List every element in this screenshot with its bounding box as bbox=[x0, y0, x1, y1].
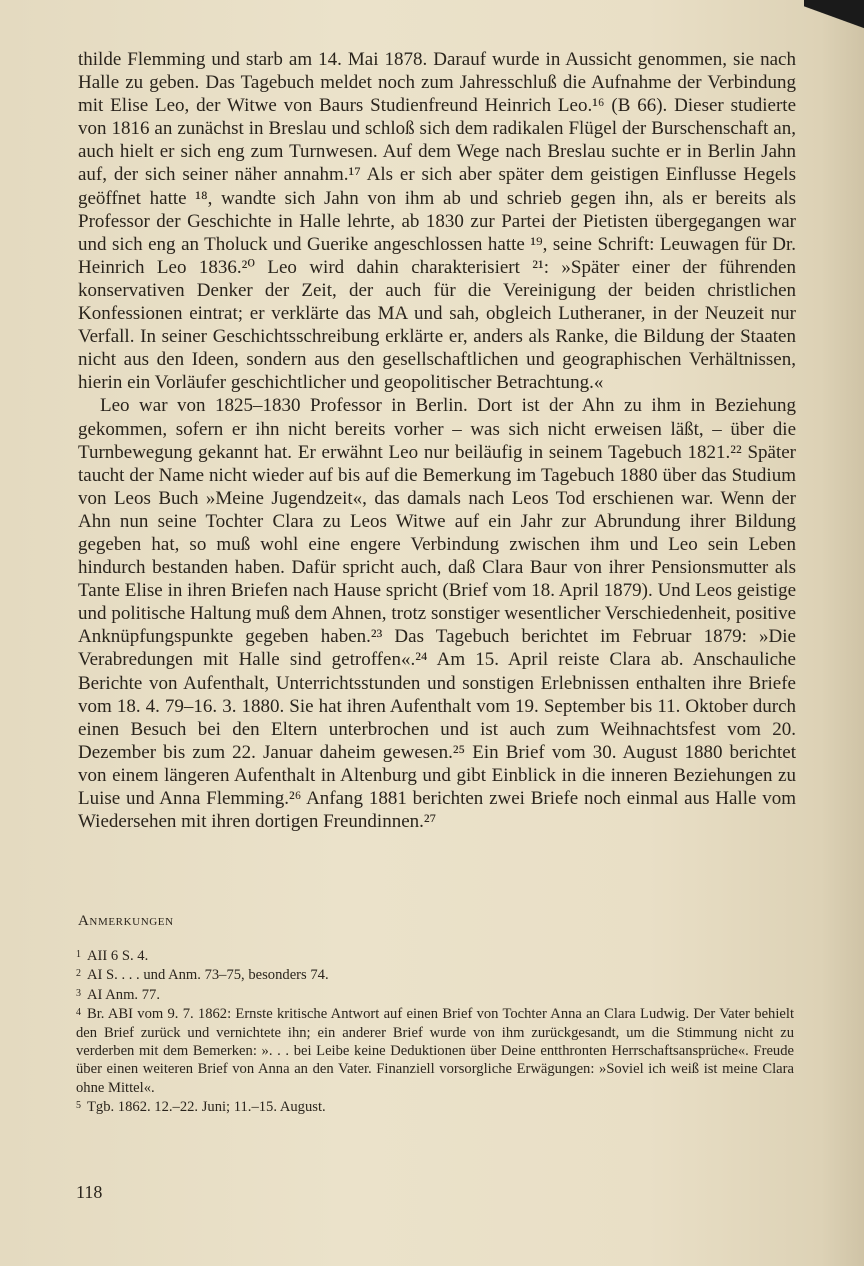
footnote-text: Br. ABI vom 9. 7. 1862: Ernste kritische Antwort auf einen Brief von Tochter Anna an Clara Ludwig. Der Vater behielt den Brief zurück und vernichtete ihn; ein anderer Brief wurde von ihm zurückgesandt, um die Stimmung nicht zu verderben mit dem Bemerken: ». . . bei Leibe keine Deduktionen über Deine entthronten Herrschaftsansprüche«. Freude über einen weiteren Brief von Anna an den Vater. Finanziell vorsorgliche Erwägungen: »Soviel ich weiß ist meine Clara ohne Mittel«. bbox=[76, 1006, 794, 1096]
footnote-text: AII 6 S. 4. bbox=[87, 948, 149, 964]
footnote bbox=[76, 946, 794, 965]
footnote-number: 2 bbox=[76, 968, 81, 980]
footnotes bbox=[76, 946, 794, 1117]
footnote bbox=[76, 1097, 794, 1116]
notes-heading: Anmerkungen bbox=[78, 913, 174, 929]
paragraph-2: Leo war von 1825–1830 Professor in Berlin. Dort ist der Ahn zu ihm in Beziehung gekommen, sofern er ihn nicht bereits vorher – was sich nicht erweisen läßt, – über die Turnbewegung gekannt hat. Er erwähnt Leo nur beiläufig in seinem Tagebuch 1821.²² Später taucht der Name nicht wieder auf bis auf die Bemerkung im Tagebuch 1880 über das Studium von Leos Buch »Meine Jugendzeit«, das damals nach Leos Tod erschienen war. Wenn der Ahn nun seine Tochter Clara zu Leos Witwe auf ein Jahr zur Abrundung ihrer Bildung gegeben hat, so muß wohl eine engere Verbindung zwischen ihm und Leo sein Leben hindurch bestanden haben. Dafür spricht auch, daß Clara Baur von ihrer Pensionsmutter als Tante Elise in ihren Briefen nach Hause spricht (Brief vom 18. April 1879). Und Leos geistige und politische Haltung muß dem Ahnen, trotz sonstiger wesentlicher Verschiedenheit, positive Anknüpfungspunkte gegeben haben.²³ Das Tagebuch berichtet im Februar 1879: »Die Verabredungen mit Halle sind getroffen«.²⁴ Am 15. April reiste Clara ab. Anschauliche Berichte von Aufenthalt, Unterrichtsstunden und sonstigen Erlebnissen enthalten ihre Briefe vom 18. 4. 79–16. 3. 1880. Sie hat ihren Aufenthalt vom 19. September bis 11. Oktober durch einen Besuch bei den Eltern unterbrochen und ist auch zum Weihnachtsfest vom 20. Dezember bis zum 22. Januar daheim gewesen.²⁵ Ein Brief vom 30. August 1880 berichtet von einem längeren Aufenthalt in Altenburg und gibt Einblick in die inneren Beziehungen zu Luise und Anna Flemming.²⁶ Anfang 1881 berichten zwei Briefe noch einmal aus Halle vom Wiedersehen mit ihren dortigen Freundinnen.²⁷ bbox=[78, 395, 796, 833]
footnote-text: AI Anm. 77. bbox=[87, 986, 160, 1003]
footnote-text: AI S. . . . und Anm. 73–75, besonders 74. bbox=[87, 967, 329, 984]
footnote-number: 3 bbox=[76, 987, 81, 999]
footnote-number: 4 bbox=[76, 1007, 81, 1019]
page-number: 118 bbox=[76, 1182, 103, 1202]
paragraph-1: thilde Flemming und starb am 14. Mai 1878. Darauf wurde in Aussicht genommen, sie nach Halle zu geben. Das Tagebuch meldet noch zum Jahresschluß die Aufnahme der Verbindung mit Elise Leo, der Witwe von Baurs Studienfreund Heinrich Leo.¹⁶ (B 66). Dieser studierte von 1816 an zunächst in Breslau und schloß sich dem radikalen Flügel der Burschenschaft an, auch hielt er sich eng zum Turnwesen. Auf dem Wege nach Breslau suchte er in Berlin Jahn auf, der sich seiner näher annahm.¹⁷ Als er sich aber später dem geistigen Einflusse Hegels geöffnet hatte ¹⁸, wandte sich Jahn von ihm ab und schrieb gegen ihn, als er bereits als Professor der Geschichte in Halle lehrte, ab 1830 zur Partei der Pietisten übergegangen war und sich eng an Tholuck und Guerike angeschlossen hatte ¹⁹, seine Schrift: Leuwagen für Dr. Heinrich Leo 1836.²⁰ Leo wird dahin charakterisiert ²¹: »Später einer der führenden konservativen Denker der Zeit, der auch für die Vereinigung der beiden christlichen Konfessionen eintrat; er verklärte das MA und sah, obgleich Lutheraner, in der Neuzeit nur Verfall. In seiner Geschichtsschreibung erklärte er, anders als Ranke, die Bildung der Staaten nicht aus den Ideen, sondern aus den gesellschaftlichen und geographischen Verhältnissen, hierin ein Vorläufer geschichtlicher und geopolitischer Betrachtung.« bbox=[78, 49, 796, 394]
footnote bbox=[76, 965, 794, 984]
footnote-number: 5 bbox=[76, 1100, 81, 1112]
scan-corner-shadow bbox=[804, 0, 864, 40]
footnote bbox=[76, 985, 794, 1004]
footnote bbox=[76, 1004, 794, 1097]
footnote-number: 1 bbox=[76, 949, 81, 960]
main-text bbox=[78, 48, 796, 833]
footnote-text: Tgb. 1862. 12.–22. Juni; 11.–15. August. bbox=[87, 1099, 326, 1116]
